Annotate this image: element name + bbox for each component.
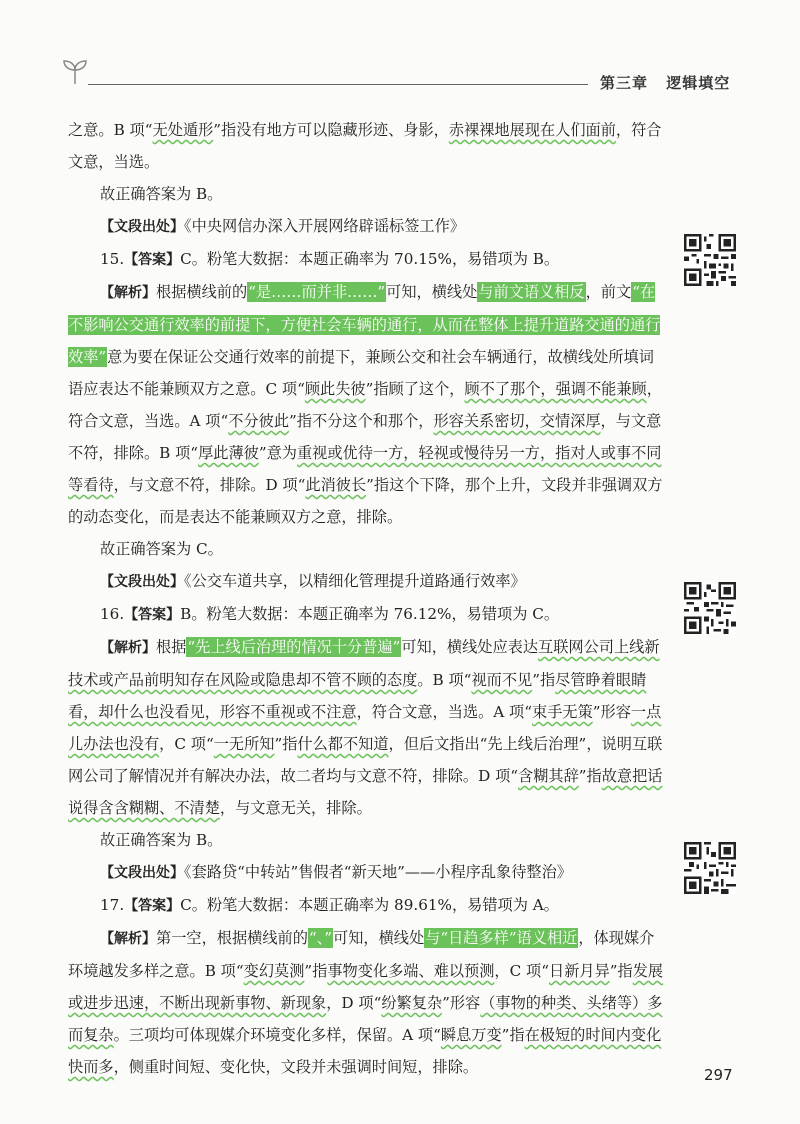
final-answer: 故正确答案为 B。 [100,185,223,203]
page-body [68,114,664,1083]
answer-line-17: 17.【答案】C。粉笔大数据：本题正确率为 89.61%，易错项为 A。 [100,896,559,914]
qr-code-icon[interactable] [684,582,736,634]
chapter-title: 逻辑填空 [666,74,731,92]
page-number: 297 [704,1066,733,1084]
analysis-17: 【解析】第一空，根据横线前的“、”可知，横线处与“日趋多样”语义相近，体现媒介环境越发多样之意。B 项“变幻莫测”指事物变化多端、难以预测，C 项“日新月异”指发展或进步迅速，不断出现新事物、新现象，D 项“纷繁复杂”形容（事物的种类、头绪等）多而复杂。三项均可体现媒介环境变化多样，保留。A 项“瞬息万变”指在极短的时间内变化快而多，侧重时间短、变化快，文段并未强调时间短，排除。 [68,929,664,1076]
qr-code-icon[interactable] [684,842,736,894]
sprout-icon [60,56,90,86]
header-rule [88,84,588,85]
final-answer-15: 故正确答案为 C。 [100,540,223,558]
answer-line-15: 15.【答案】C。粉笔大数据：本题正确率为 70.15%，易错项为 B。 [100,250,560,268]
analysis-15: 【解析】根据横线前的“是……而并非……”可知，横线处与前文语义相反，前文“在不影响公交通行效率的前提下，方便社会车辆的通行，从而在整体上提升道路交通的通行效率”意为要在保证公交通行效率的前提下，兼顾公交和社会车辆通行，故横线处所填词语应表达不能兼顾双方之意。C 项“顾此失彼”指顾了这个，顾不了那个，强调不能兼顾，符合文意，当选。A 项“不分彼此”指不分这个和那个，形容关系密切，交情深厚，与文意不符，排除。B 项“厚此薄彼”意为重视或优待一方，轻视或慢待另一方，指对人或事不同等看待，与文意不符，排除。D 项“此消彼长”指这个下降，那个上升，文段并非强调双方的动态变化，而是表达不能兼顾双方之意，排除。 [68,283,663,526]
page-header [0,0,800,100]
final-answer-16: 故正确答案为 B。 [100,831,223,849]
analysis-16: 【解析】根据“先上线后治理的情况十分普遍”可知，横线处应表达互联网公司上线新技术或产品前明知存在风险或隐患却不管不顾的态度。B 项“视而不见”指尽管睁着眼睛看，却什么也没看见，形容不重视或不注意，符合文意，当选。A 项“束手无策”形容一点儿办法也没有，C 项“一无所知”指什么都不知道，但后文指出“先上线后治理”，说明互联网公司了解情况并有解决办法，故二者均与文意不符，排除。D 项“含糊其辞”指故意把话说得含含糊糊、不清楚，与文意无关，排除。 [68,638,663,817]
source-line: 【文段出处】《中央网信办深入开展网络辟谣标签工作》 [100,217,465,235]
answer-line-16: 16.【答案】B。粉笔大数据：本题正确率为 76.12%，易错项为 C。 [100,605,560,623]
source-line-16: 【文段出处】《套路贷“中转站”售假者“新天地”——小程序乱象待整治》 [100,863,572,881]
chapter-number: 第三章 [600,74,649,92]
chapter-heading [600,72,742,93]
source-line-15: 【文段出处】《公交车道共享，以精细化管理提升道路通行效率》 [100,572,526,590]
qr-code-icon[interactable] [684,234,736,286]
paragraph: 之意。B 项“无处遁形”指没有地方可以隐藏形迹、身影，赤裸裸地展现在人们面前，符合文意，当选。 [68,121,662,171]
